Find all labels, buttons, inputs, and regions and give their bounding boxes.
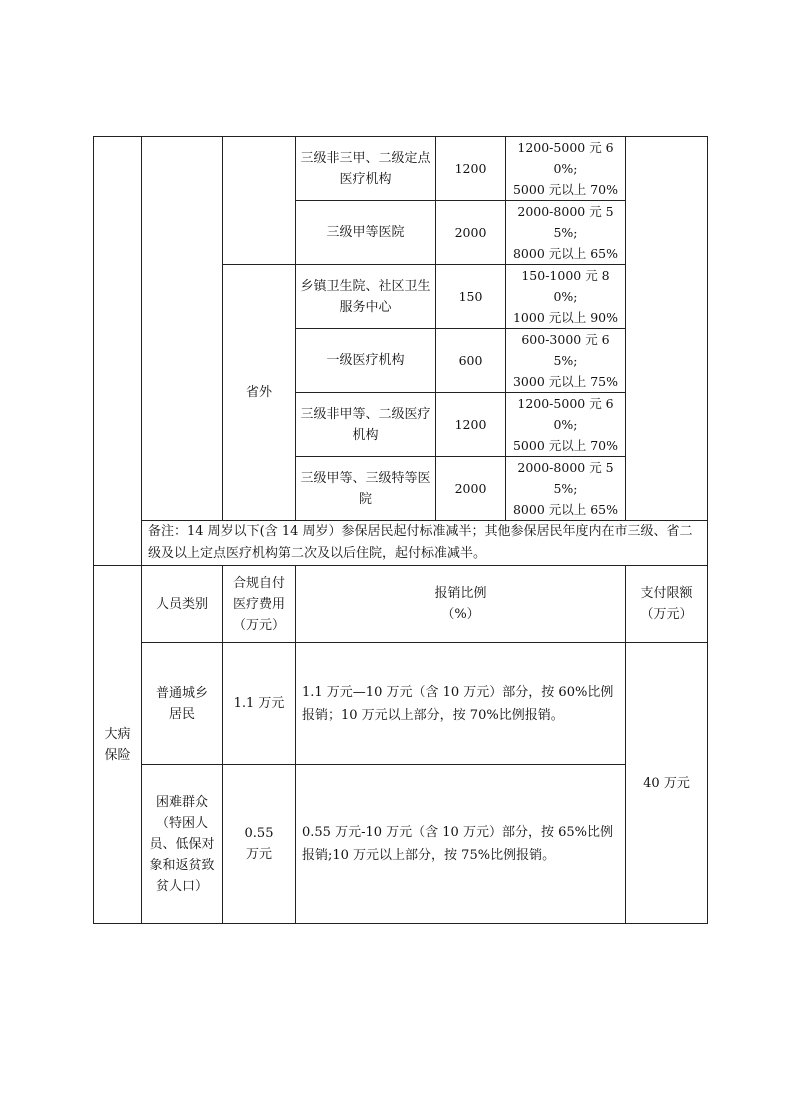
institution-level: 三级甲等、三级特等医院 xyxy=(296,457,436,521)
institution-level: 乡镇卫生院、社区卫生服务中心 xyxy=(296,265,436,329)
deductible-value: 1200 xyxy=(436,137,506,201)
reimbursement-ratio: 0.55 万元-10 万元（含 10 万元）部分，按 65%比例报销;10 万元以上部分，按 75%比例报销。 xyxy=(296,765,626,924)
reimbursement-rate xyxy=(506,265,626,329)
column-header-category: 人员类别 xyxy=(142,566,223,643)
region-label: 省外 xyxy=(223,265,296,521)
table-row xyxy=(94,643,708,765)
payment-limit: 40 万元 xyxy=(626,643,708,924)
section-label-cell-blank xyxy=(94,137,142,566)
self-pay-amount: 1.1 万元 xyxy=(223,643,296,765)
ratio-header-title: 报销比例 xyxy=(434,586,487,601)
reimbursement-rate xyxy=(506,137,626,201)
limit-header-unit: （万元） xyxy=(640,607,693,622)
self-pay-header-text: 合规自付医疗费用（万元） xyxy=(232,575,285,633)
institution-level: 三级非甲等、二级医疗机构 xyxy=(296,393,436,457)
reimbursement-rate xyxy=(506,201,626,265)
section-label-critical-illness xyxy=(94,566,142,924)
note-row xyxy=(94,521,708,566)
limit-cell-blank xyxy=(626,137,708,521)
reimbursement-rate xyxy=(506,393,626,457)
rate-line: 5000 元以上 70% xyxy=(512,438,619,453)
person-category xyxy=(142,765,223,924)
ratio-header-unit: （%） xyxy=(441,607,480,622)
rate-line: 3000 元以上 75% xyxy=(512,374,619,389)
table-row xyxy=(94,137,708,201)
rate-line: 1200-5000 元 60%; xyxy=(517,140,614,176)
rate-line: 8000 元以上 65% xyxy=(512,246,619,261)
rate-line: 8000 元以上 65% xyxy=(512,502,619,517)
table-row xyxy=(94,765,708,924)
self-pay-amount xyxy=(223,765,296,924)
rate-line: 1000 元以上 90% xyxy=(512,310,619,325)
person-category xyxy=(142,643,223,765)
reimbursement-rate xyxy=(506,329,626,393)
rate-line: 5000 元以上 70% xyxy=(512,182,619,197)
table-note: 备注：14 周岁以下(含 14 周岁）参保居民起付标准减半；其他参保居民年度内在市三级、省二级及以上定点医疗机构第二次及以后住院，起付标准减半。 xyxy=(142,521,708,566)
rate-line: 150-1000 元 80%; xyxy=(521,268,610,304)
column-header-limit xyxy=(626,566,708,643)
section-label-text: 大病保险 xyxy=(104,726,131,763)
person-category-text: 困难群众（特困人员、低保对象和返贫致贫人口） xyxy=(149,794,215,894)
rate-line: 2000-8000 元 55%; xyxy=(517,204,614,240)
column-header-ratio xyxy=(296,566,626,643)
rate-line: 2000-8000 元 55%; xyxy=(517,460,614,496)
deductible-value: 2000 xyxy=(436,457,506,521)
institution-level: 三级甲等医院 xyxy=(296,201,436,265)
deductible-value: 600 xyxy=(436,329,506,393)
insurance-policy-table xyxy=(93,136,708,924)
region-cell-blank xyxy=(223,137,296,265)
deductible-value: 2000 xyxy=(436,201,506,265)
deductible-value: 150 xyxy=(436,265,506,329)
limit-header-title: 支付限额 xyxy=(640,586,693,601)
subsection-cell-blank xyxy=(142,137,223,521)
deductible-value: 1200 xyxy=(436,393,506,457)
table-header-row xyxy=(94,566,708,643)
rate-line: 1200-5000 元 60%; xyxy=(517,396,614,432)
reimbursement-ratio: 1.1 万元—10 万元（含 10 万元）部分，按 60%比例报销；10 万元以上部分，按 70%比例报销。 xyxy=(296,643,626,765)
rate-line: 600-3000 元 65%; xyxy=(521,332,610,368)
column-header-self-pay xyxy=(223,566,296,643)
institution-level: 一级医疗机构 xyxy=(296,329,436,393)
self-pay-amount-text: 0.55 万元 xyxy=(244,826,274,862)
institution-level: 三级非三甲、二级定点医疗机构 xyxy=(296,137,436,201)
reimbursement-rate xyxy=(506,457,626,521)
person-category-text: 普通城乡居民 xyxy=(155,685,208,722)
